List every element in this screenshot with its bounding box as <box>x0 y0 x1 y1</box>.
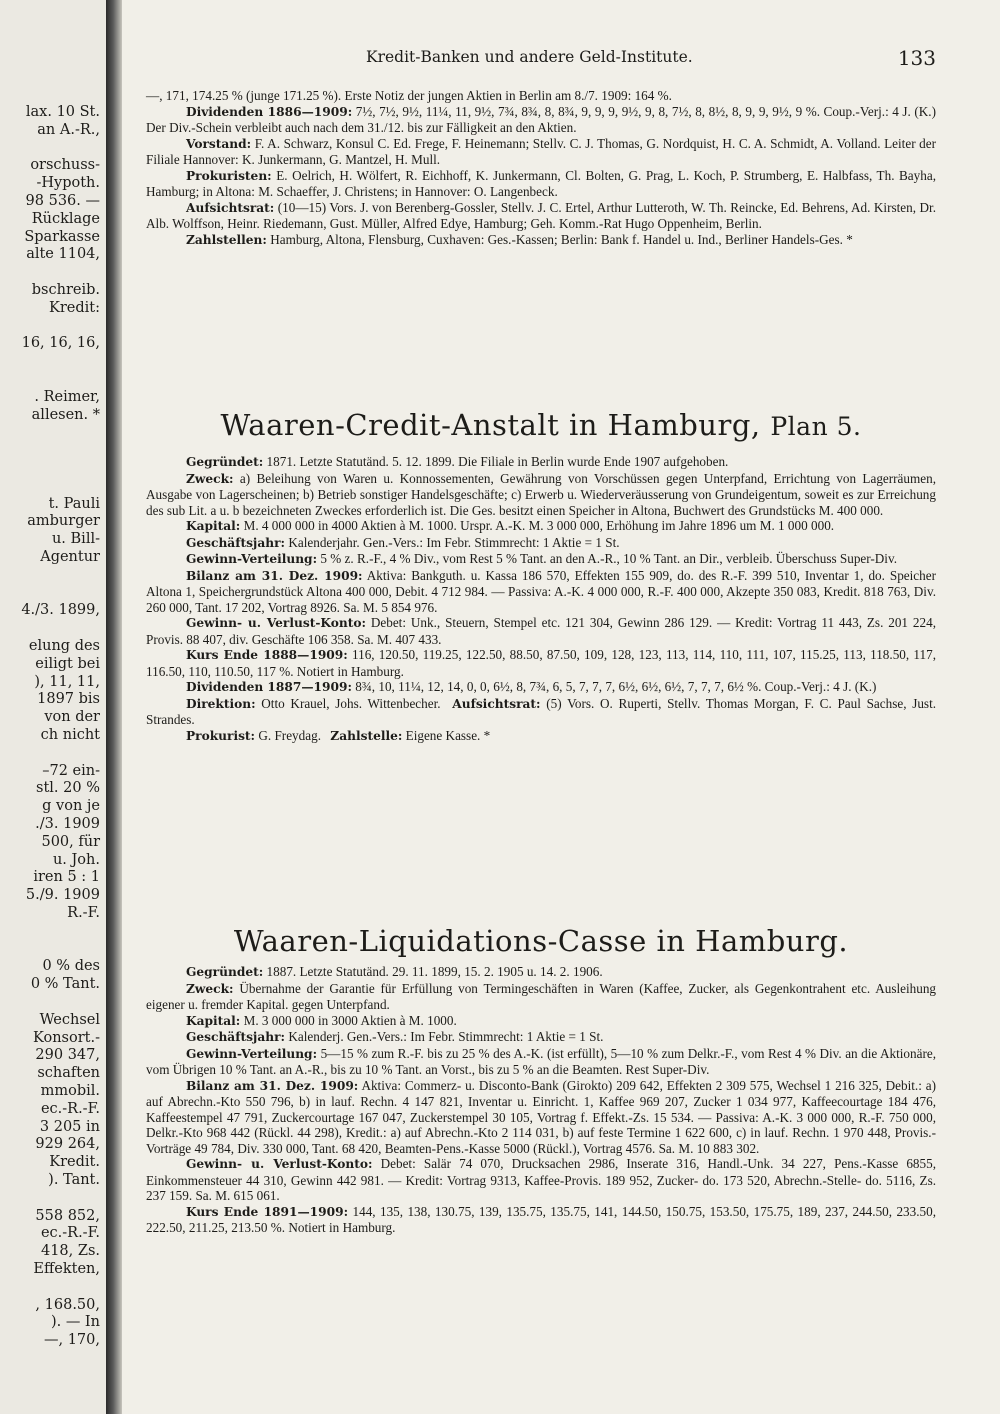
entry-paragraph <box>146 568 936 616</box>
left-column-fragment: orschuss- <box>30 157 100 174</box>
paragraph-label: Gegründet: <box>186 455 264 469</box>
left-column-fragment: ec.-R.-F. <box>40 1100 100 1117</box>
paragraph-text: 144, 135, 138, 130.75, 139, 135.75, 135.75, 141, 144.50, 150.75, 153.50, 175.75, 189, 237, 244.50, 233.50, 222.50, 211.25, 213.50 %. Notiert in Hamburg. <box>146 1203 937 1235</box>
entry-paragraph <box>146 551 936 568</box>
paragraph-label: Dividenden 1887—1909: <box>186 680 352 694</box>
entry-heading-text: Waaren-Liquidations-Casse in Hamburg. <box>233 924 849 958</box>
left-column-fragment: ch nicht <box>40 727 100 743</box>
paragraph-label: Prokuristen: <box>186 168 272 183</box>
left-column-fragment: 3 205 in <box>39 1118 100 1135</box>
left-column-fragment: Wechsel <box>39 1011 100 1028</box>
left-column-fragment: 16, 16, 16, <box>21 335 100 352</box>
entry-paragraph <box>146 1013 936 1030</box>
entry-heading-plan: Plan 5. <box>770 412 862 441</box>
header-title: Kredit-Banken und andere Geld-Institute. <box>366 48 693 66</box>
left-column-fragment: lax. 10 St. <box>25 104 100 120</box>
page-number: 133 <box>897 46 936 70</box>
left-column-fragment: von der <box>44 709 100 726</box>
paragraph-text: 5—15 % zum R.-F. bis zu 25 % des A.-K. (ist erfüllt), 5—10 % zum Delkr.-F., vom Rest 4 % Div. an die Aktionäre, vom Übrigen 10 % Tant. an A.-R., bis zu 10 % Tant. an Vorst., bis zu 5 % an die Beamten. Rest Super-Div. <box>146 1045 937 1077</box>
paragraph-text: E. Oelrich, H. Wölfert, R. Eichhoff, K. Junkermann, Cl. Bolten, G. Prag, L. Koch, P. Strumberg, E. Halbfass, Th. Bayha, Hamburg; in Altona: M. Schaeffer, J. Christens; in Hannover: O. Langenbeck. <box>146 167 937 199</box>
left-column-fragment: -Hypoth. <box>36 175 100 192</box>
paragraph-label: Zweck: <box>186 471 234 486</box>
paragraph-label: Direktion: <box>186 696 256 711</box>
left-column-fragment: 5./9. 1909 <box>25 887 100 904</box>
left-column-fragment: stl. 20 % <box>36 780 100 797</box>
left-column-fragment: eiligt bei <box>35 655 100 672</box>
entry-paragraph <box>146 104 936 136</box>
paragraph-label: Gegründet: <box>186 965 264 979</box>
paragraph-label: Gewinn-Verteilung: <box>186 1046 318 1061</box>
left-column-fragment: 4./3. 1899, <box>21 602 100 619</box>
entry-heading-waaren-liquidations-casse <box>146 924 936 958</box>
entry-paragraph <box>146 679 936 696</box>
paragraph-label: Vorstand: <box>186 136 252 151</box>
left-column-fragment: 500, für <box>41 833 100 850</box>
previous-entry-continuation <box>146 88 936 248</box>
paragraph-label: Bilanz am 31. Dez. 1909: <box>186 568 363 583</box>
entry-paragraph <box>146 535 936 552</box>
left-column-fragment: 98 536. — <box>25 193 100 209</box>
left-column-fragment: 929 264, <box>35 1136 100 1153</box>
paragraph-label: Geschäftsjahr: <box>186 1030 286 1044</box>
left-column-fragment: g von je <box>42 798 100 815</box>
paragraph-label: Gewinn- u. Verlust-Konto: <box>186 1157 373 1171</box>
paragraph-label: Aufsichtsrat: <box>186 200 275 215</box>
entry-waaren-credit-anstalt <box>146 454 936 744</box>
left-column-fragment: R.-F. <box>67 905 100 921</box>
entry-paragraph <box>146 232 936 249</box>
paragraph-text: 5 % z. R.-F., 4 % Div., vom Rest 5 % Tant. an den A.-R., 10 % Tant. an Dir., verbleib. Überschuss Super-Div. <box>320 551 898 566</box>
paragraph-label: Gewinn- u. Verlust-Konto: <box>186 616 366 630</box>
left-column-fragment: ec.-R.-F. <box>40 1225 100 1242</box>
entry-paragraph <box>146 136 936 168</box>
paragraph-label: Zweck: <box>186 981 234 996</box>
entry-paragraph <box>146 1156 936 1204</box>
paragraph-text: M. 3 000 000 in 3000 Aktien à M. 1000. <box>243 1012 457 1028</box>
paragraph-text: G. Freydag. <box>258 727 321 743</box>
entry-paragraph <box>146 454 936 471</box>
paragraph-text: Übernahme der Garantie für Erfüllung von Termingeschäften in Waren (Kaffee, Zucker, als Gegenkontrahent etc. Ausleihung eigener u. fremder Kapital. gegen Unterpfand. <box>146 980 937 1012</box>
paragraph-text: Kalenderjahr. Gen.-Vers.: Im Febr. Stimmrecht: 1 Aktie = 1 St. <box>288 534 620 550</box>
paragraph-text: a) Beleihung von Waren u. Konnossementen, Gewährung von Vorschüssen gegen Unterpfand, Errichtung von Lagerräumen, Ausgabe von Lagerscheinen; b) Betrieb sonstiger Handelsgeschäfte; c) Erwerb u. Wiederveräusserung von Grundeigentum, soweit es zur Erreichung des sub Lit. a u. b bezeichneten Zweckes erforderlich ist. Die Ges. besitzt einen Speicher in Altona, Buchwert des Grundstücks M. 400 000. <box>146 470 936 518</box>
paragraph-label: Gewinn-Verteilung: <box>186 552 318 566</box>
left-column-fragment: Konsort.- <box>33 1029 100 1046</box>
left-column-fragment: 1897 bis <box>37 691 100 708</box>
left-column-fragment: mmobil. <box>40 1083 100 1099</box>
left-page-margin <box>0 0 122 1414</box>
entry-paragraph <box>146 647 936 679</box>
left-column-fragment: –72 ein- <box>42 762 100 779</box>
left-column-fragment: amburger <box>27 513 100 530</box>
entry-paragraph <box>146 1078 936 1157</box>
entry-paragraph <box>146 88 936 104</box>
left-column-fragment: bschreib. <box>31 282 100 298</box>
left-column-fragment: ./3. 1909 <box>35 816 100 832</box>
paragraph-text: Debet: Unk., Steuern, Stempel etc. 121 304, Gewinn 286 129. — Kredit: Vortrag 11 443, Zs. 201 224, Provis. 88 407, div. Geschäfte 106 358. Sa. M. 407 433. <box>146 615 936 647</box>
paragraph-text: 8¾, 10, 11¼, 12, 14, 0, 0, 6½, 8, 7¾, 6, 5, 7, 7, 7, 6½, 6½, 6½, 7, 7, 7, 6½ %. Coup.-Verj.: 4 J. (K.) <box>355 679 877 694</box>
left-column-fragment: Kredit: <box>49 299 100 316</box>
left-column-fragment: 558 852, <box>35 1207 100 1224</box>
paragraph-text: 7½, 7½, 9½, 11¼, 11, 9½, 7¾, 8¾, 8, 8¾, 9, 9, 9, 9½, 9, 8, 7½, 8, 8½, 8, 9, 9, 9½, 9 %. Coup.-Verj.: 4 J. (K.) Der Div.-Schein verbleibt auch nach dem 31./12. bis zur Fälligkeit an den Aktien. <box>146 103 936 135</box>
entry-waaren-liquidations-casse <box>146 964 936 1236</box>
paragraph-label: Geschäftsjahr: <box>186 535 286 550</box>
entry-paragraph <box>146 615 936 647</box>
left-column-fragment: 418, Zs. <box>40 1243 100 1260</box>
paragraph-label: Kurs Ende 1888—1909: <box>186 648 348 662</box>
left-column-fragment: t. Pauli <box>48 495 100 512</box>
paragraph-label: Dividenden 1886—1909: <box>186 104 353 119</box>
left-column-fragment: u. Joh. <box>52 851 100 868</box>
book-spine-shadow <box>106 0 122 1414</box>
left-column-fragment: , 168.50, <box>35 1296 100 1313</box>
left-column-fragment: ). — In <box>50 1314 100 1331</box>
left-column-fragment: allesen. * <box>31 406 100 423</box>
paragraph-text: Kalenderj. Gen.-Vers.: Im Febr. Stimmrecht: 1 Aktie = 1 St. <box>288 1029 604 1044</box>
paragraph-label: Kapital: <box>186 519 241 533</box>
entry-paragraph <box>146 728 936 745</box>
left-column-fragment: alte 1104, <box>26 246 100 263</box>
left-column-fragment: Effekten, <box>33 1261 100 1277</box>
left-column-fragment: Sparkasse <box>24 228 100 245</box>
left-column-fragment: Rücklage <box>31 210 100 227</box>
paragraph-text: Aktiva: Bankguth. u. Kassa 186 570, Effekten 155 909, do. des R.-F. 399 510, Inventar 1, do. Speicher Altona 1, Speichergrundstück Altona 400 000, Debit. 4 712 984. — Passiva: A.-K. 4 000 000, R.-F. 400 000, Akzepte 350 083, Kredit. 818 763, Div. 260 000, Tant. 17 202, Vortrag 8926. Sa. M. 5 854 976. <box>146 567 936 615</box>
page <box>146 40 936 1410</box>
paragraph-label: Kapital: <box>186 1013 241 1028</box>
left-column-fragment: 0 % des <box>42 958 100 975</box>
paragraph-text: Aktiva: Commerz- u. Disconto-Bank (Girokto) 209 642, Effekten 2 309 575, Wechsel 1 216 325, Debit.: a) auf Abrechn.-Kto 550 796, b) in lauf. Rechn. 4 147 821, Inventar u. Einricht. 1, Kaffee 969 207, Zucker 1 034 977, Kaffeecourtage 184 476, Kaffeestempel 47 791, Zuckercourtage 167 047, Zuckerstempel 30 105, Vortrag f. Effekt.-Zs. 15 534. — Passiva: A.-K. 3 000 000, R.-F. 750 000, Delkr.-Kto 968 442 (Rückl. 44 298), Kredit.: a) auf Abrechn.-Kto 2 114 031, b) auf feste Termine 1 622 600, c) in lauf. Rechn. 1 970 448, Provis.-Vorträge 49 784, Div. 330 000, Tant. 68 420, Beamten-Pens.-Kasse 5000 (Rückl.), Vortrag 4576. Sa. M. 10 883 302. <box>146 1077 936 1156</box>
left-column-fragment: Agentur <box>40 549 100 565</box>
entry-paragraph <box>146 696 936 728</box>
entry-paragraph <box>146 200 936 232</box>
entry-paragraph <box>146 471 936 519</box>
entry-heading-text: Waaren-Credit-Anstalt in Hamburg, <box>220 408 761 442</box>
paragraph-text: Hamburg, Altona, Flensburg, Cuxhaven: Ges.-Kassen; Berlin: Bank f. Handel u. Ind., Berliner Handels-Ges. * <box>270 231 853 247</box>
left-column-fragment: —, 170, <box>43 1332 100 1349</box>
paragraph-label: Zahlstelle: <box>330 728 403 743</box>
paragraph-text: (10—15) Vors. J. von Berenberg-Gossler, Stellv. J. C. Ertel, Arthur Lutteroth, W. Th. Reincke, Ed. Behrens, Ad. Kirsten, Dr. Alb. Wolffson, Heinr. Riedemann, Gust. Müller, Alfred Edye, Hamburg; Geh. Komm.-Rat Hugo Oppenheim, Berlin. <box>146 199 936 231</box>
left-column-fragment: an A.-R., <box>37 121 100 138</box>
paragraph-text: 116, 120.50, 119.25, 122.50, 88.50, 87.50, 109, 128, 123, 113, 114, 110, 111, 107, 115.25, 113, 118.50, 117, 116.50, 110, 110.50, 117 %. Notiert in Hamburg. <box>146 647 936 679</box>
left-column-fragment: 290 347, <box>35 1047 100 1064</box>
paragraph-text: M. 4 000 000 in 4000 Aktien à M. 1000. Urspr. A.-K. M. 3 000 000, Erhöhung im Jahre 1896 um M. 1 000 000. <box>243 518 835 533</box>
paragraph-text: 1871. Letzte Statutänd. 5. 12. 1899. Die Filiale in Berlin wurde Ende 1907 aufgehoben. <box>266 454 729 469</box>
left-column-fragment: ), 11, 11, <box>34 673 100 690</box>
paragraph-label: Kurs Ende 1891—1909: <box>186 1204 349 1219</box>
entry-paragraph <box>146 518 936 535</box>
left-column-fragment: . Reimer, <box>34 388 100 405</box>
left-column-fragment: u. Bill- <box>51 531 100 548</box>
entry-paragraph <box>146 981 936 1013</box>
left-column-fragment: 0 % Tant. <box>30 976 100 993</box>
entry-paragraph <box>146 964 936 981</box>
left-column-fragment: Kredit. <box>49 1154 100 1171</box>
left-column-fragment: iren 5 : 1 <box>33 869 100 886</box>
entry-paragraph <box>146 1029 936 1046</box>
left-column-fragment: elung des <box>28 638 100 654</box>
paragraph-text: Debet: Salär 74 070, Drucksachen 2986, Inserate 316, Handl.-Unk. 34 227, Pens.-Kasse 6855, Einkommensteuer 44 310, Gewinn 442 981. — Kredit: Vortrag 9313, Kaffee-Provis. 189 952, Zucker- do. 173 520, Abrechn.-Stelle- do. 5116, Zs. 237 159. Sa. M. 615 061. <box>146 1156 936 1203</box>
entry-paragraph <box>146 1046 936 1078</box>
entry-paragraph <box>146 168 936 200</box>
paragraph-text: (5) Vors. O. Ruperti, Stellv. Thomas Morgan, F. C. Paul Sachse, Just. Strandes. <box>146 695 937 727</box>
paragraph-text: F. A. Schwarz, Konsul C. Ed. Frege, F. Heinemann; Stellv. C. J. Thomas, G. Nordquist, H. C. A. Schmidt, A. Volland. Leiter der Filiale Hannover: K. Junkermann, G. Mantzel, H. Mull. <box>146 135 936 167</box>
entry-heading-waaren-credit-anstalt <box>146 408 936 442</box>
left-column-fragment: schaften <box>37 1065 100 1082</box>
entry-paragraph <box>146 1204 936 1236</box>
paragraph-label: Aufsichtsrat: <box>452 696 541 711</box>
left-column-fragment: ). Tant. <box>48 1172 100 1188</box>
running-header <box>146 48 936 72</box>
paragraph-label: Bilanz am 31. Dez. 1909: <box>186 1078 359 1093</box>
paragraph-text: Otto Krauel, Johs. Wittenbecher. <box>261 695 441 711</box>
paragraph-label: Zahlstellen: <box>186 232 267 247</box>
paragraph-text: Eigene Kasse. * <box>405 727 491 743</box>
paragraph-label: Prokurist: <box>186 728 256 743</box>
paragraph-text: 1887. Letzte Statutänd. 29. 11. 1899, 15. 2. 1905 u. 14. 2. 1906. <box>266 964 603 979</box>
paragraph-text: —, 171, 174.25 % (junge 171.25 %). Erste Notiz der jungen Aktien in Berlin am 8./7. 1909: 164 %. <box>146 88 672 103</box>
